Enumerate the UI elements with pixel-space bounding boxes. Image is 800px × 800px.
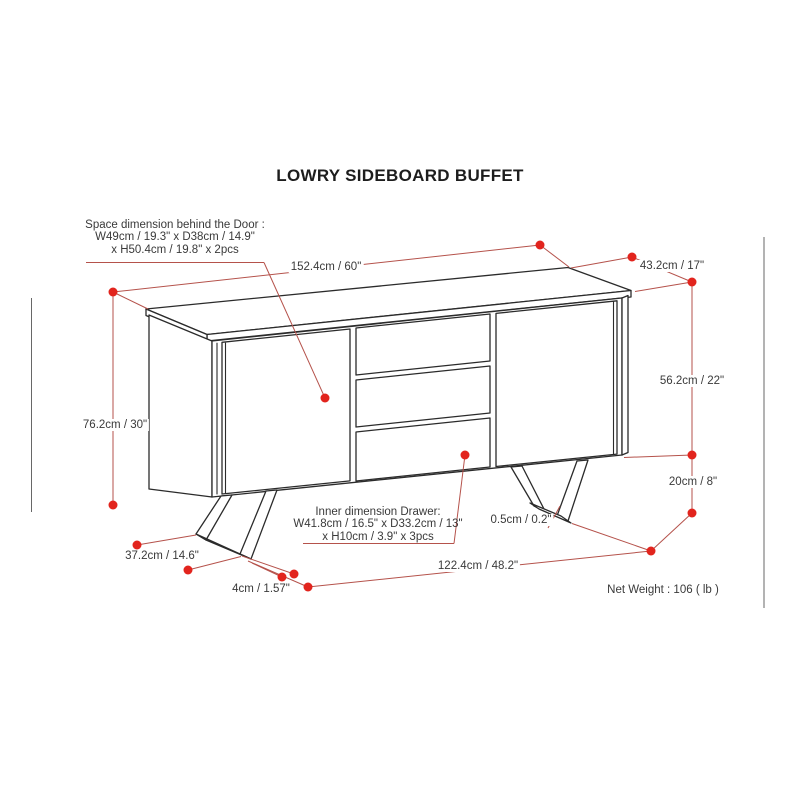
dim-leader — [113, 292, 148, 309]
drawer-inner-line3: x H10cm / 3.9" x 3pcs — [322, 530, 434, 543]
measure-point — [278, 573, 287, 582]
measure-point-door — [321, 394, 330, 403]
measure-point-drawer — [461, 451, 470, 460]
right-door — [496, 301, 617, 467]
measure-point — [304, 583, 313, 592]
dim-leader — [624, 455, 692, 458]
dim-leader — [571, 257, 632, 268]
door-space-annotation — [85, 219, 265, 256]
measure-point — [688, 451, 697, 460]
dim-leader — [651, 513, 692, 551]
door-space-line1: Space dimension behind the Door : — [85, 219, 265, 231]
measure-point — [647, 547, 656, 556]
page-title: LOWRY SIDEBOARD BUFFET — [276, 166, 524, 185]
drawer-inner-annotation — [293, 506, 462, 543]
dim-leader — [572, 524, 651, 552]
measure-point — [628, 253, 637, 262]
left-metal-legs — [196, 490, 277, 559]
measure-point — [184, 566, 193, 575]
left-leg-back-blade — [196, 495, 232, 540]
dim-leg-plate-gap: 0.5cm / 0.2" — [490, 514, 552, 526]
dim-body-height: 56.2cm / 22" — [659, 375, 725, 387]
left-door — [222, 329, 350, 494]
left-leg-front-blade — [240, 490, 277, 559]
dim-line-leg-span-back — [137, 535, 196, 545]
right-leg-left-blade — [511, 466, 545, 511]
door-space-line2: W49cm / 19.3" x D38cm / 14.9" — [95, 231, 255, 244]
measure-point — [133, 541, 142, 550]
dim-total-height: 76.2cm / 30" — [82, 419, 148, 431]
drawer-inner-line2: W41.8cm / 16.5" x D33.2cm / 13" — [293, 518, 463, 531]
right-leg-right-blade — [557, 460, 588, 521]
right-side-edge — [622, 296, 628, 456]
dim-bottom-width: 122.4cm / 48.2" — [437, 560, 519, 572]
measure-point — [109, 501, 118, 510]
left-side-panel — [149, 315, 212, 497]
dim-top-depth: 43.2cm / 17" — [639, 260, 705, 272]
drawer-inner-line1: Inner dimension Drawer: — [315, 506, 441, 518]
dim-leg-span-depth: 37.2cm / 14.6" — [125, 550, 199, 562]
net-weight-label: Net Weight : 106 ( lb ) — [607, 584, 719, 596]
dim-leg-height: 20cm / 8" — [668, 476, 718, 488]
measure-point — [536, 241, 545, 250]
dim-leader — [635, 282, 692, 292]
dim-leader — [540, 245, 569, 267]
dim-line-leg-thickness-a — [242, 556, 294, 574]
measure-point — [109, 288, 118, 297]
measure-point — [290, 570, 299, 579]
measure-point — [688, 509, 697, 518]
measure-point — [688, 278, 697, 287]
dim-leg-thickness: 4cm / 1.57" — [232, 583, 290, 595]
dim-top-width: 152.4cm / 60" — [290, 261, 362, 273]
door-space-line3: x H50.4cm / 19.8" x 2pcs — [111, 243, 239, 256]
